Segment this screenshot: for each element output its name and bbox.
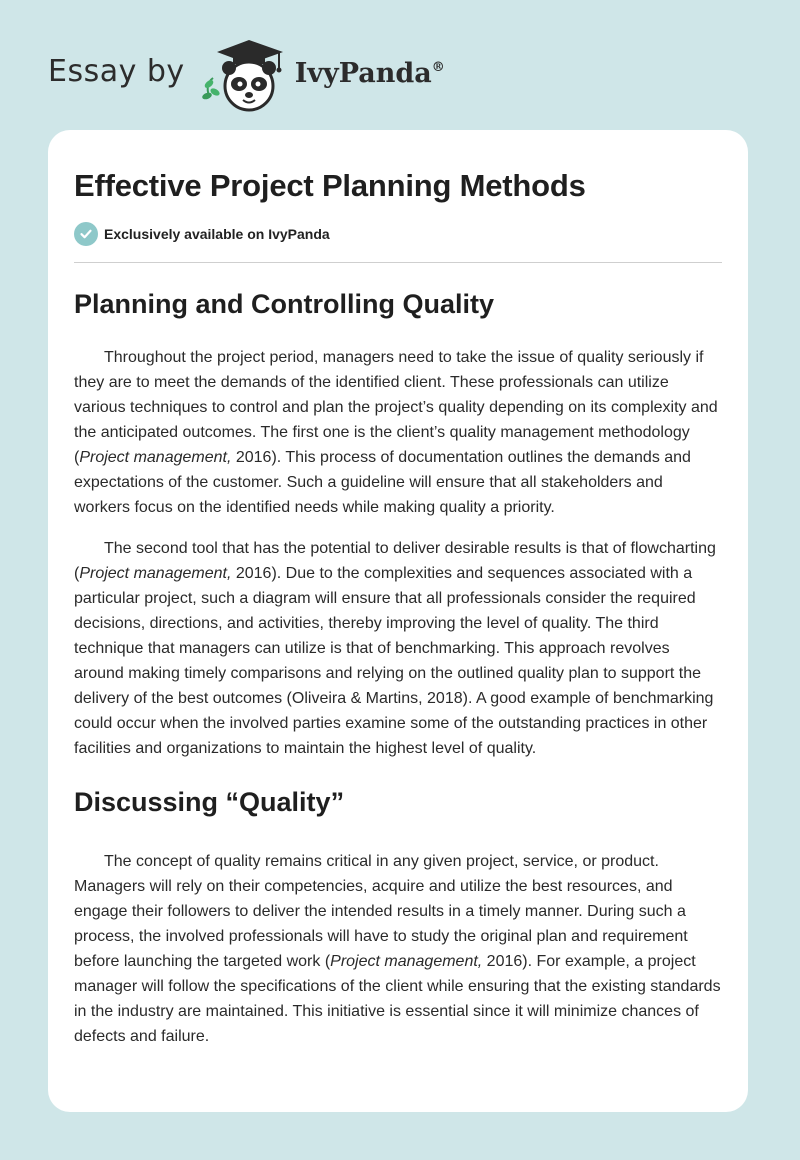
- paragraph-text: 2016). For example, a project manager will follow the specifications of the client while ensuring that the existing standards in the industry are maintained. This initiative is essential since it will minimize chances of defects and failure.: [74, 953, 721, 1045]
- paragraph-text: 2016). Due to the complexities and sequences associated with a particular project, such a diagram will ensure that all professionals consider the required decisions, directions, and activities, thereby improving the level of quality. The third technique that managers can utilize is that of benchmarking. This approach revolves around making timely comparisons and relying on the outlined quality plan to support the delivery of the best outcomes (Oliveira & Martins, 2018). A good example of benchmarking could occur when the involved parties examine some of the outstanding practices in other facilities and organizations to maintain the highest level of quality.: [74, 565, 714, 757]
- brand-prefix: Essay by: [48, 53, 185, 89]
- essay-card: [48, 130, 748, 1112]
- paragraph-text: Throughout the project period, managers need to take the issue of quality seriously if they are to meet the demands of the identified client. These professionals can utilize various techniques to control and plan the project’s quality depending on its complexity and the anticipated outcomes. The first one is the client’s quality management methodology (: [74, 349, 718, 466]
- exclusive-badge-text: Exclusively available on IvyPanda: [104, 226, 330, 242]
- citation-title: Project management,: [330, 953, 483, 970]
- paragraph: [74, 849, 722, 1049]
- paragraph: [74, 536, 722, 761]
- section-heading: Discussing “Quality”: [74, 787, 345, 817]
- page-title: Effective Project Planning Methods: [74, 168, 586, 203]
- citation-title: Project management,: [79, 565, 232, 582]
- paragraph: [74, 345, 722, 520]
- panda-graduate-icon: [199, 34, 291, 114]
- paragraph-text: The concept of quality remains critical in any given project, service, or product. Managers will rely on their competencies, acquire and utilize the best resources, and engage their followers to deliver the intended results in a timely manner. During such a process, the involved professionals will have to study the original plan and requirement before launching the targeted work (: [74, 853, 688, 970]
- section-heading: Planning and Controlling Quality: [74, 289, 494, 319]
- check-circle-icon: [74, 222, 98, 246]
- brand-name: [295, 58, 445, 89]
- paragraph-text: 2016). This process of documentation outlines the demands and expectations of the customer. Such a guideline will ensure that all stakeholders and workers focus on the identified needs while making quality a priority.: [74, 449, 691, 516]
- title-divider: [74, 262, 722, 263]
- registered-mark: ®: [431, 59, 445, 75]
- citation-title: Project management,: [79, 449, 232, 466]
- exclusive-badge: [74, 222, 722, 246]
- brand-name-text: IvyPanda: [294, 57, 432, 89]
- paragraph-text: The second tool that has the potential to deliver desirable results is that of flowcharting (: [74, 540, 716, 582]
- brand-header: [48, 34, 445, 114]
